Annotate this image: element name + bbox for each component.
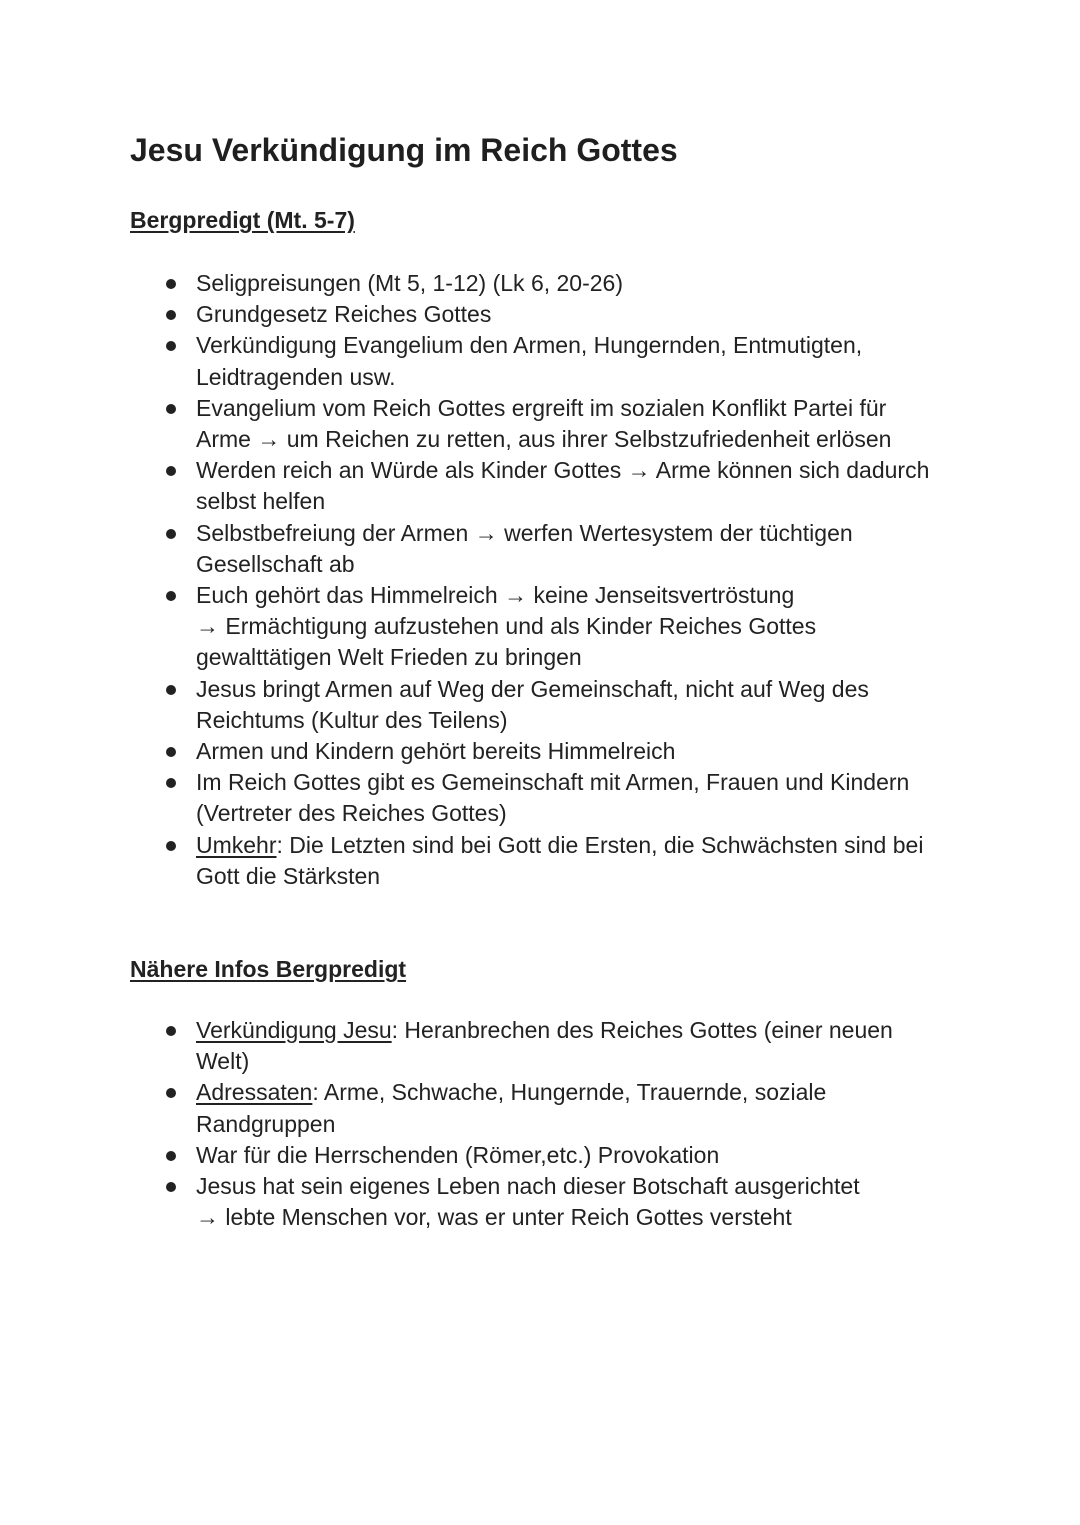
list-item (196, 518, 976, 580)
item-text: gewalttätigen Welt Frieden zu bringen (196, 644, 582, 671)
item-text: Seligpreisungen (Mt 5, 1-12) (Lk 6, 20-26) (196, 270, 623, 296)
item-text: Jesus hat sein eigenes Leben nach dieser Botschaft ausgerichtet (196, 1173, 860, 1200)
list-item (196, 330, 976, 392)
bullet-icon (166, 1151, 176, 1161)
bullet-icon (166, 466, 176, 476)
item-text: Welt) (196, 1048, 250, 1075)
list-item (196, 299, 976, 330)
item-text: (Vertreter des Reiches Gottes) (196, 800, 507, 827)
list-item (196, 1171, 976, 1233)
bergpredigt-list (196, 268, 976, 892)
item-text: Arme → um Reichen zu retten, aus ihrer Selbstzufriedenheit erlösen (196, 426, 892, 453)
item-text: Werden reich an Würde als Kinder Gottes → Arme können sich dadurch (196, 457, 930, 484)
item-text: Verkündigung Evangelium den Armen, Hungernden, Entmutigten, (196, 332, 863, 359)
bullet-icon (166, 310, 176, 320)
list-item (196, 1140, 976, 1171)
item-term-verkuendigung: Verkündigung Jesu (196, 1017, 392, 1043)
item-text: Jesus bringt Armen auf Weg der Gemeinschaft, nicht auf Weg des (196, 675, 869, 702)
list-item (196, 767, 976, 829)
bullet-icon (166, 778, 176, 788)
item-text: Armen und Kindern gehört bereits Himmelreich (196, 738, 676, 765)
item-text: Selbstbefreiung der Armen → werfen Wertesystem der tüchtigen (196, 519, 853, 546)
bullet-icon (166, 747, 176, 757)
item-text: → Ermächtigung aufzustehen und als Kinder Reiches Gottes (196, 613, 817, 640)
bullet-icon (166, 404, 176, 414)
list-item (196, 268, 976, 299)
list-item (196, 736, 976, 767)
item-text: Randgruppen (196, 1110, 336, 1137)
item-text: Im Reich Gottes gibt es Gemeinschaft mit Armen, Frauen und Kindern (196, 769, 910, 796)
item-text: Grundgesetz Reiches Gottes (196, 301, 492, 328)
bullet-icon (166, 341, 176, 351)
item-text-rest: : Die Letzten sind bei Gott die Ersten, die Schwächsten sind bei (276, 831, 924, 858)
item-text: Euch gehört das Himmelreich → keine Jenseitsvertröstung (196, 582, 795, 609)
item-text: selbst helfen (196, 488, 326, 515)
section-heading-naehere-infos: Nähere Infos Bergpredigt (130, 956, 407, 982)
bullet-icon (166, 685, 176, 695)
list-item (196, 393, 976, 455)
bullet-icon (166, 279, 176, 289)
bullet-icon (166, 1026, 176, 1036)
item-text: Leidtragenden usw. (196, 363, 396, 390)
item-text: Evangelium vom Reich Gottes ergreift im sozialen Konflikt Partei für (196, 394, 887, 421)
list-item (196, 674, 976, 736)
list-item (196, 580, 976, 674)
item-text: Reichtums (Kultur des Teilens) (196, 706, 508, 733)
naehere-infos-list (196, 1015, 976, 1233)
item-text: → lebte Menschen vor, was er unter Reich Gottes versteht (196, 1204, 792, 1231)
page-title: Jesu Verkündigung im Reich Gottes (130, 132, 678, 168)
bullet-icon (166, 841, 176, 851)
list-item (196, 830, 976, 892)
item-term-adressaten: Adressaten (196, 1079, 313, 1106)
item-term-umkehr: Umkehr (196, 831, 277, 858)
list-item (196, 1077, 976, 1139)
bullet-icon (166, 1088, 176, 1098)
list-item (196, 1015, 976, 1077)
item-text (196, 1077, 976, 1108)
bullet-icon (166, 529, 176, 539)
item-text: Gott die Stärksten (196, 862, 381, 889)
item-text-rest: : Heranbrechen des Reiches Gottes (einer neuen (391, 1017, 893, 1043)
section-heading-bergpredigt: Bergpredigt (Mt. 5-7) (130, 207, 355, 233)
item-text-rest: : Arme, Schwache, Hungernde, Trauernde, soziale (312, 1079, 827, 1106)
item-text (196, 830, 976, 861)
item-text: War für die Herrschenden (Römer,etc.) Provokation (196, 1141, 720, 1168)
item-text: Gesellschaft ab (196, 550, 355, 577)
item-text (196, 1015, 976, 1046)
list-item (196, 455, 976, 517)
bullet-icon (166, 591, 176, 601)
bullet-icon (166, 1182, 176, 1192)
